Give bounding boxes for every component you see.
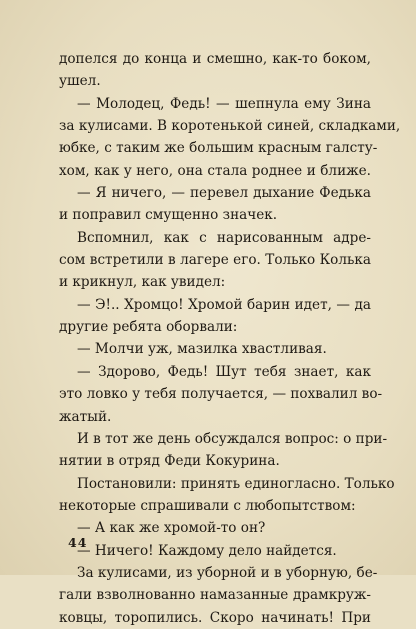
text-line: — Молчи уж, мазилка хвастливая. [77,341,327,358]
text-line: — Э!.. Хромцо! Хромой барин идет, — да [77,296,371,313]
text-line: Вспомнил, как с нарисованным адре- [77,229,371,246]
text-line: некоторые спрашивали с любопытством: [59,497,356,514]
text-line: сом встретили в лагере его. Только Колька [59,252,371,269]
text-line: Постановили: принять единогласно. Только [77,475,395,492]
text-line: ковцы, торопились. Скоро начинать! При [59,609,371,626]
text-line: юбке, с таким же большим красным галсту- [59,140,378,157]
text-line: — Ничего! Каждому дело найдется. [77,542,337,559]
text-line: — Молодец, Федь! — шепнула ему Зина [77,95,371,112]
body-text [59,48,401,629]
text-line: и крикнул, как увидел: [59,274,226,291]
text-line: ушел. [59,73,101,90]
text-line: хом, как у него, она стала роднее и ближе. [59,162,371,179]
text-line: гали взволнованно намазанные драмкруж- [59,587,371,604]
text-line: За кулисами, из уборной и в уборную, бе- [77,564,378,581]
text-line: за кулисами. В коротенькой синей, складками, [59,118,401,135]
text-line: — Я ничего, — перевел дыхание Федька [77,185,371,202]
page-number: 44 [68,535,88,550]
text-line: И в тот же день обсуждался вопрос: о при- [77,430,388,447]
text-line: — А как же хромой-то он? [77,520,266,537]
text-line: — Здорово, Федь! Шут тебя знает, как [77,363,371,380]
text-line: другие ребята оборвали: [59,319,238,336]
text-line: нятии в отряд Феди Кокурина. [59,453,280,470]
text-line: это ловко у тебя получается, — похвалил во- [59,386,383,403]
text-line: допелся до конца и смешно, как-то боком, [59,51,371,67]
text-line: жатый. [59,408,112,425]
text-line: и поправил смущенно значек. [59,207,278,224]
